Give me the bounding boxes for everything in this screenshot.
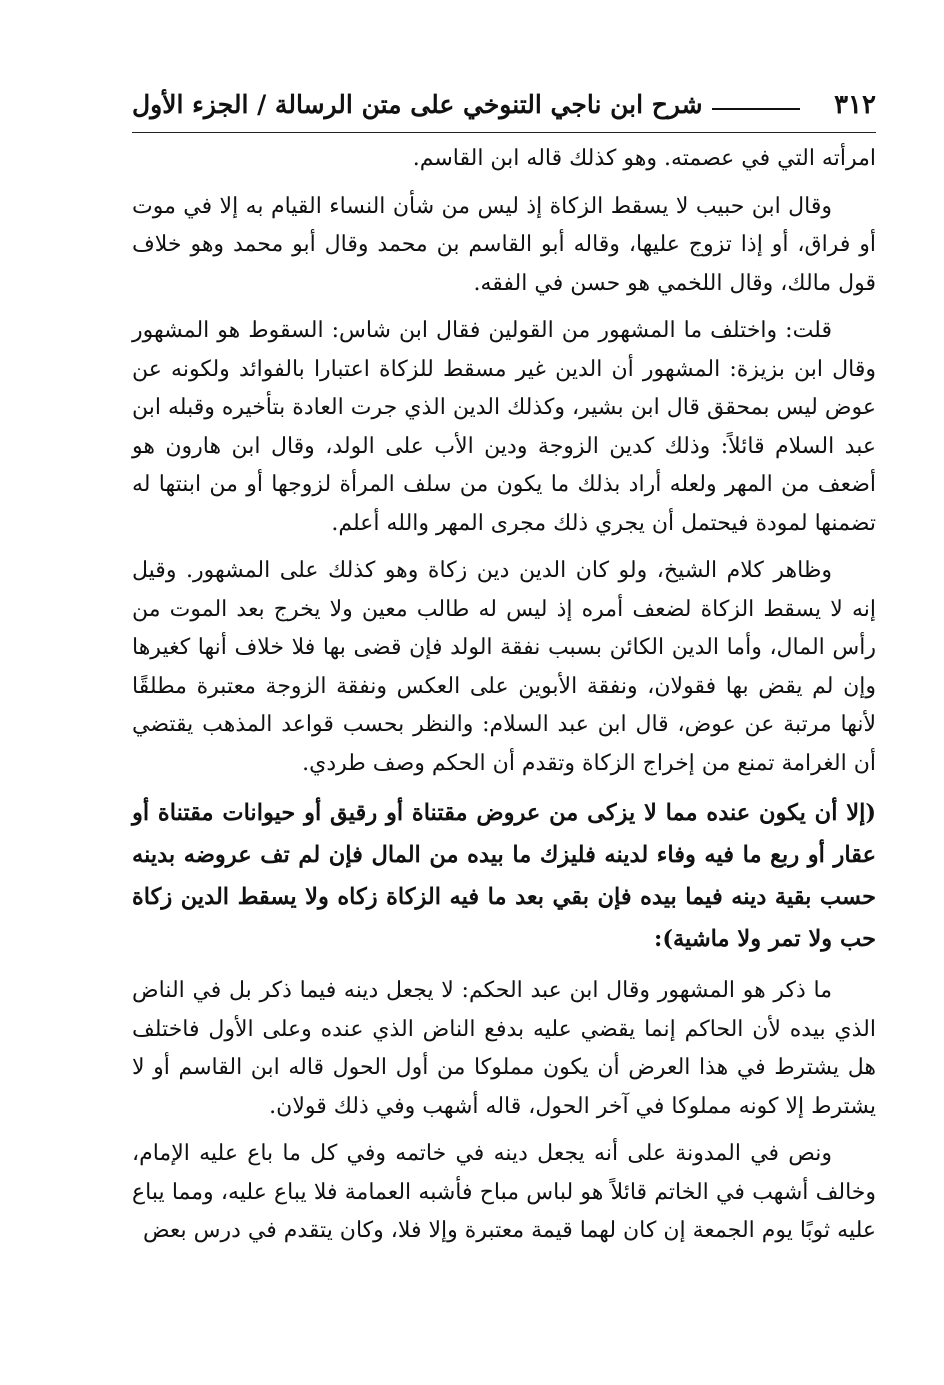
page-number: ٣١٢ — [834, 90, 876, 120]
paragraph-4: وظاهر كلام الشيخ، ولو كان الدين دين زكاة وهو كذلك على المشهور. وقيل إنه لا يسقط الزكاة لضعف أمره إذ ليس له طالب معين ولا يخرج بعد الموت من رأس المال، وأما الدين الكائن بسبب نفقة الولد فإن قضى بها فلا خلاف أنها كغيرها وإن لم يقض بها فقولان، ونفقة الأبوين على العكس ونفقة الزوجة معتبرة مطلقًا لأنها مرتبة عن عوض، قال ابن عبد السلام: والنظر بحسب قواعد المذهب يقتضي أن الغرامة تمنع من إخراج الزكاة وتقدم أن الحكم وصف طردي. — [132, 558, 876, 776]
page-body — [132, 140, 876, 1260]
header-rule — [712, 108, 800, 110]
paragraph-2: وقال ابن حبيب لا يسقط الزكاة إذ ليس من شأن النساء القيام به إلا في موت أو فراق، أو إذا تزوج عليها، وقاله أبو القاسم بن محمد وقال أبو محمد وهو خلاف قول مالك، وقال اللخمي هو حسن في الفقه. — [132, 193, 877, 296]
header-title: شرح ابن ناجي التنوخي على متن الرسالة / الجزء الأول — [132, 90, 703, 119]
running-header — [132, 84, 876, 130]
paragraph-6: ونص في المدونة على أنه يجعل دينه في خاتمه وفي كل ما باع عليه الإمام، وخالف أشهب في الخاتم قائلاً هو لباس مباح فأشبه العمامة فلا يباع عليه، ومما يباع عليه ثوبًا يوم الجمعة إن كان لهما قيمة معتبرة وإلا فلا، وكان يتقدم في درس بعض — [132, 1141, 876, 1243]
paragraph-3: قلت: واختلف ما المشهور من القولين فقال ابن شاس: السقوط هو المشهور وقال ابن بزيزة: المشهور أن الدين غير مسقط للزكاة اعتبارا بالفوائد ولكونه عن عوض ليس بمحقق قال ابن بشير، وكذلك الدين الذي جرت العادة بتأخيره وقبله ابن عبد السلام قائلاً: وذلك كدين الزوجة ودين الأب على الولد، وقال ابن هارون هو أضعف من المهر ولعله أراد بذلك ما يكون من سلف المرأة لزوجها أو من ابنتها له تضمنها لمودة فيحتمل أن يجري ذلك مجرى المهر والله أعلم. — [132, 318, 876, 536]
matn-quote: (إلا أن يكون عنده مما لا يزكى من عروض مقتناة أو رقيق أو حيوانات مقتناة أو عقار أو ربع ما فيه وفاء لدينه فليزك ما بيده من المال فإن لم تف عروضه بدينه حسب بقية دينه فيما بيده فإن بقي بعد ما فيه الزكاة زكاه ولا يسقط الدين زكاة حب ولا تمر ولا ماشية): — [132, 800, 876, 952]
paragraph-5: ما ذكر هو المشهور وقال ابن عبد الحكم: لا يجعل دينه فيما ذكر بل في الناض الذي بيده لأن الحاكم إنما يقضي عليه بدفع الناض الذي عنده وعلى الأول فاختلف هل يشترط في هذا العرض أن يكون مملوكا من أول الحول قاله ابن القاسم أو لا يشترط إلا كونه مملوكا في آخر الحول، قاله أشهب وفي ذلك قولان. — [132, 978, 876, 1119]
paragraph-1: امرأته التي في عصمته. وهو كذلك قاله ابن القاسم. — [412, 146, 876, 171]
header-divider — [132, 132, 876, 133]
